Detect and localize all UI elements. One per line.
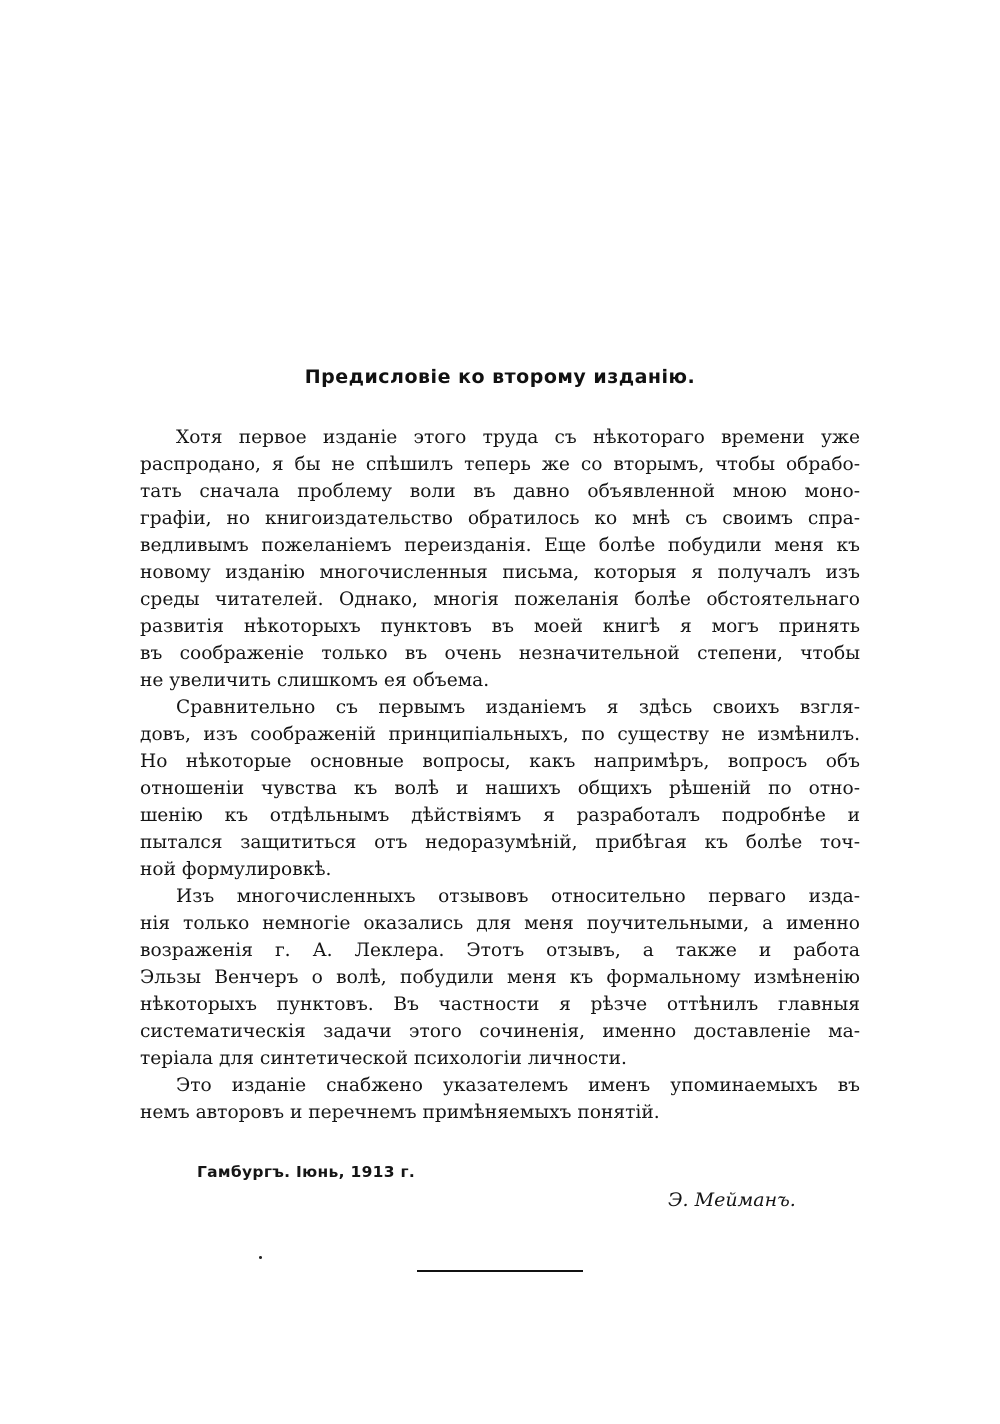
text-line: возраженія г. А. Леклера. Этотъ отзывъ, а также и работа xyxy=(140,940,860,961)
text-line: довъ, изъ соображеній принципіальныхъ, по существу не измѣнилъ. xyxy=(140,724,860,745)
author-signature: Э. Мейманъ. xyxy=(668,1189,796,1211)
text-line: нія только немногіе оказались для меня поучительными, а именно xyxy=(140,913,860,934)
text-line: Изъ многочисленныхъ отзывовъ относительно перваго изда- xyxy=(176,886,860,907)
place-and-date: Гамбургъ. Іюнь, 1913 г. xyxy=(197,1163,416,1181)
text-line: Эльзы Венчеръ о волѣ, побудили меня къ формальному измѣненію xyxy=(140,967,860,988)
text-line: Хотя первое изданіе этого труда съ нѣкотораго времени уже xyxy=(176,427,860,448)
text-line: ведливымъ пожеланіемъ переизданія. Еще болѣе побудили меня къ xyxy=(140,535,860,556)
closing-rule xyxy=(417,1270,583,1272)
paragraph-1 xyxy=(140,424,860,694)
paragraph-2 xyxy=(140,694,860,883)
text-line: распродано, я бы не спѣшилъ теперь же со вторымъ, чтобы обрабо- xyxy=(140,454,860,475)
text-line: ной формулировкѣ. xyxy=(140,859,332,880)
ink-dot xyxy=(259,1256,262,1259)
text-line: Это изданіе снабжено указателемъ именъ упоминаемыхъ въ xyxy=(176,1075,860,1096)
text-line: теріала для синтетической психологіи личности. xyxy=(140,1048,627,1069)
text-line: пытался защититься отъ недоразумѣній, прибѣгая къ болѣе точ- xyxy=(140,832,860,853)
text-line: графіи, но книгоиздательство обратилось ко мнѣ съ своимъ спра- xyxy=(140,508,860,529)
preface-body xyxy=(140,424,860,1126)
text-line: Сравнительно съ первымъ изданіемъ я здѣсь своихъ взгля- xyxy=(176,697,860,718)
text-line: немъ авторовъ и перечнемъ примѣняемыхъ понятій. xyxy=(140,1102,660,1123)
text-line: среды читателей. Однако, многія пожеланія болѣе обстоятельнаго xyxy=(140,589,860,610)
text-line: въ соображеніе только въ очень незначительной степени, чтобы xyxy=(140,643,860,664)
text-line: Но нѣкоторые основные вопросы, какъ напримѣръ, вопросъ объ xyxy=(140,751,860,772)
text-line: новому изданію многочисленныя письма, которыя я получалъ изъ xyxy=(140,562,860,583)
text-line: развитія нѣкоторыхъ пунктовъ въ моей книгѣ я могъ принять xyxy=(140,616,860,637)
text-line: нѣкоторыхъ пунктовъ. Въ частности я рѣзче оттѣнилъ главныя xyxy=(140,994,860,1015)
text-line: тать сначала проблему воли въ давно объявленной мною моно- xyxy=(140,481,860,502)
paragraph-4 xyxy=(140,1072,860,1126)
text-line: систематическія задачи этого сочиненія, именно доставленіе ма- xyxy=(140,1021,860,1042)
text-line: не увеличить слишкомъ ея объема. xyxy=(140,670,490,691)
text-line: отношеніи чувства къ волѣ и нашихъ общихъ рѣшеній по отно- xyxy=(140,778,860,799)
page-title: Предисловіе ко второму изданію. xyxy=(304,366,696,388)
paragraph-3 xyxy=(140,883,860,1072)
text-line: шенію къ отдѣльнымъ дѣйствіямъ я разработалъ подробнѣе и xyxy=(140,805,860,826)
